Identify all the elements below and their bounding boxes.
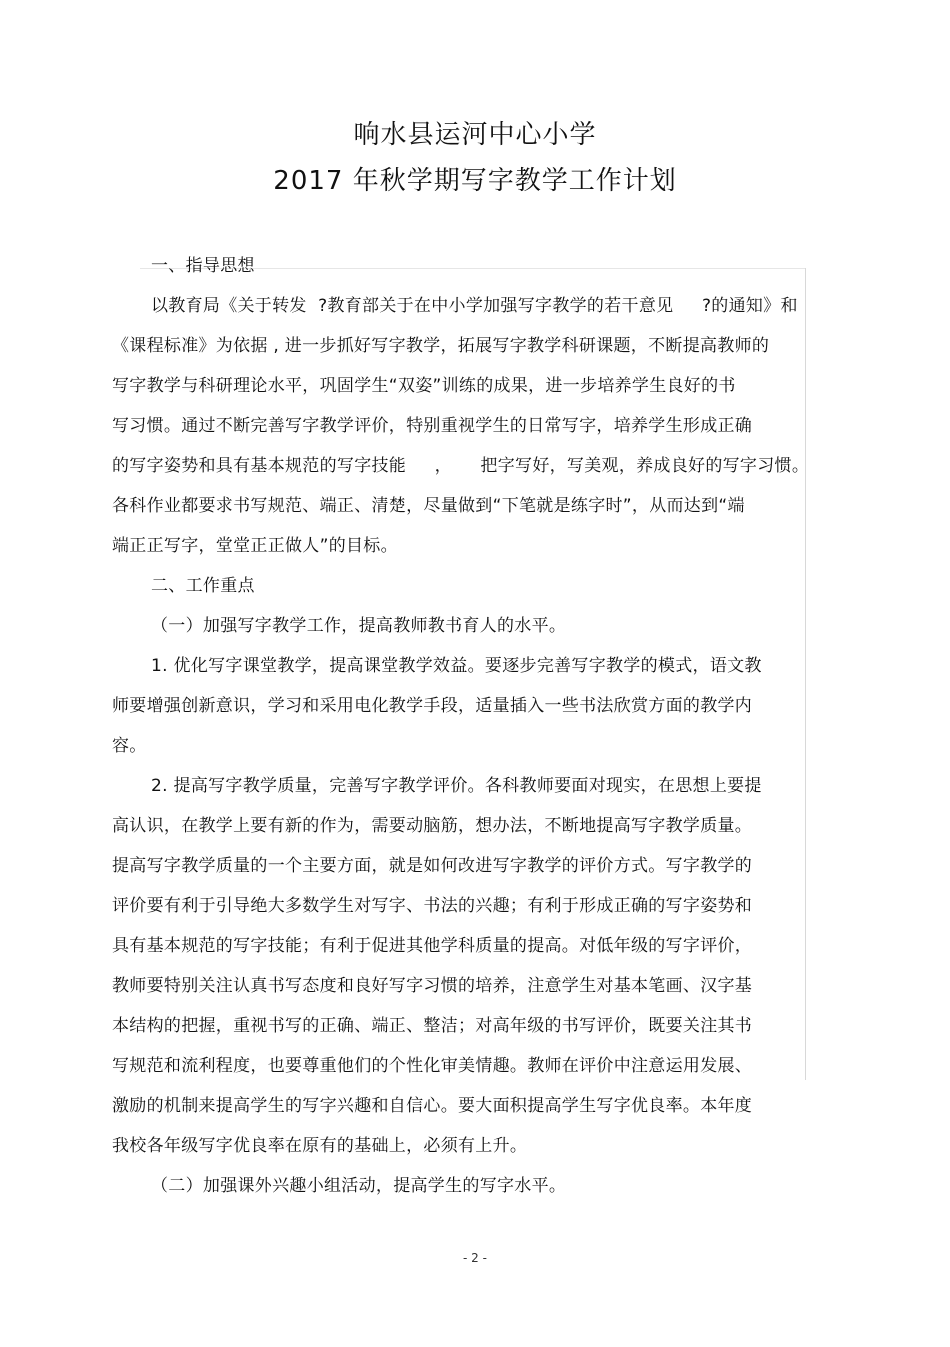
section-heading-work-focus: 二、工作重点 [151, 576, 255, 596]
subsection-heading: （二）加强课外兴趣小组活动，提高学生的写字水平。 [151, 1176, 567, 1196]
paragraph-line: 具有基本规范的写字技能；有利于促进其他学科质量的提高。对低年级的写字评价， [112, 936, 753, 956]
paragraph-line: 端正正写字，堂堂正正做人”的目标。 [112, 536, 398, 556]
subsection-heading: （一）加强写字教学工作，提高教师教书育人的水平。 [151, 616, 567, 636]
document-title-plan: 2017 年秋学期写字教学工作计划 [273, 166, 677, 196]
paragraph-line: 以教育局《关于转发 ?教育部关于在中小学加强写字教学的若干意见 ?的通知》和 [151, 296, 798, 316]
paragraph-line: 的写字姿势和具有基本规范的写字技能 ， 把字写好，写美观，养成良好的写字习惯。 [112, 456, 810, 476]
section-heading-guiding-ideology: 一、指导思想 [151, 256, 255, 276]
paragraph-line: 教师要特别关注认真书写态度和良好写字习惯的培养，注意学生对基本笔画、汉字基 [112, 976, 753, 996]
paragraph-line: 写字教学与科研理论水平，巩固学生“双姿”训练的成果，进一步培养学生良好的书 [112, 376, 736, 396]
paragraph-line: 我校各年级写字优良率在原有的基础上，必须有上升。 [112, 1136, 528, 1156]
paragraph-line: 2. 提高写字教学质量，完善写字教学评价。各科教师要面对现实，在思想上要提 [151, 776, 762, 796]
paragraph-line: 写规范和流利程度，也要尊重他们的个性化审美情趣。教师在评价中注意运用发展、 [112, 1056, 753, 1076]
paragraph-line: 写习惯。通过不断完善写字教学评价，特别重视学生的日常写字，培养学生形成正确 [112, 416, 753, 436]
document-title-school: 响水县运河中心小学 [353, 120, 597, 150]
paragraph-line: 师要增强创新意识，学习和采用电化教学手段，适量插入一些书法欣赏方面的教学内 [112, 696, 753, 716]
paragraph-line: 激励的机制来提高学生的写字兴趣和自信心。要大面积提高学生写字优良率。本年度 [112, 1096, 753, 1116]
paragraph-line: 容。 [112, 736, 147, 756]
paragraph-line: 评价要有利于引导绝大多数学生对写字、书法的兴趣；有利于形成正确的写字姿势和 [112, 896, 753, 916]
paragraph-line: 1. 优化写字课堂教学，提高课堂教学效益。要逐步完善写字教学的模式，语文教 [151, 656, 762, 676]
paragraph-line: 各科作业都要求书写规范、端正、清楚，尽量做到“下笔就是练字时”，从而达到“端 [112, 496, 745, 516]
paragraph-line: 本结构的把握，重视书写的正确、端正、整洁；对高年级的书写评价，既要关注其书 [112, 1016, 753, 1036]
page-frame-right-border [805, 268, 806, 1080]
paragraph-line: 《课程标准》为依据 , 进一步抓好写字教学，拓展写字教学科研课题，不断提高教师的 [112, 336, 770, 356]
paragraph-line: 高认识，在教学上要有新的作为，需要动脑筋，想办法，不断地提高写字教学质量。 [112, 816, 753, 836]
page-number: - 2 - [463, 1251, 487, 1265]
paragraph-line: 提高写字教学质量的一个主要方面，就是如何改进写字教学的评价方式。写字教学的 [112, 856, 753, 876]
